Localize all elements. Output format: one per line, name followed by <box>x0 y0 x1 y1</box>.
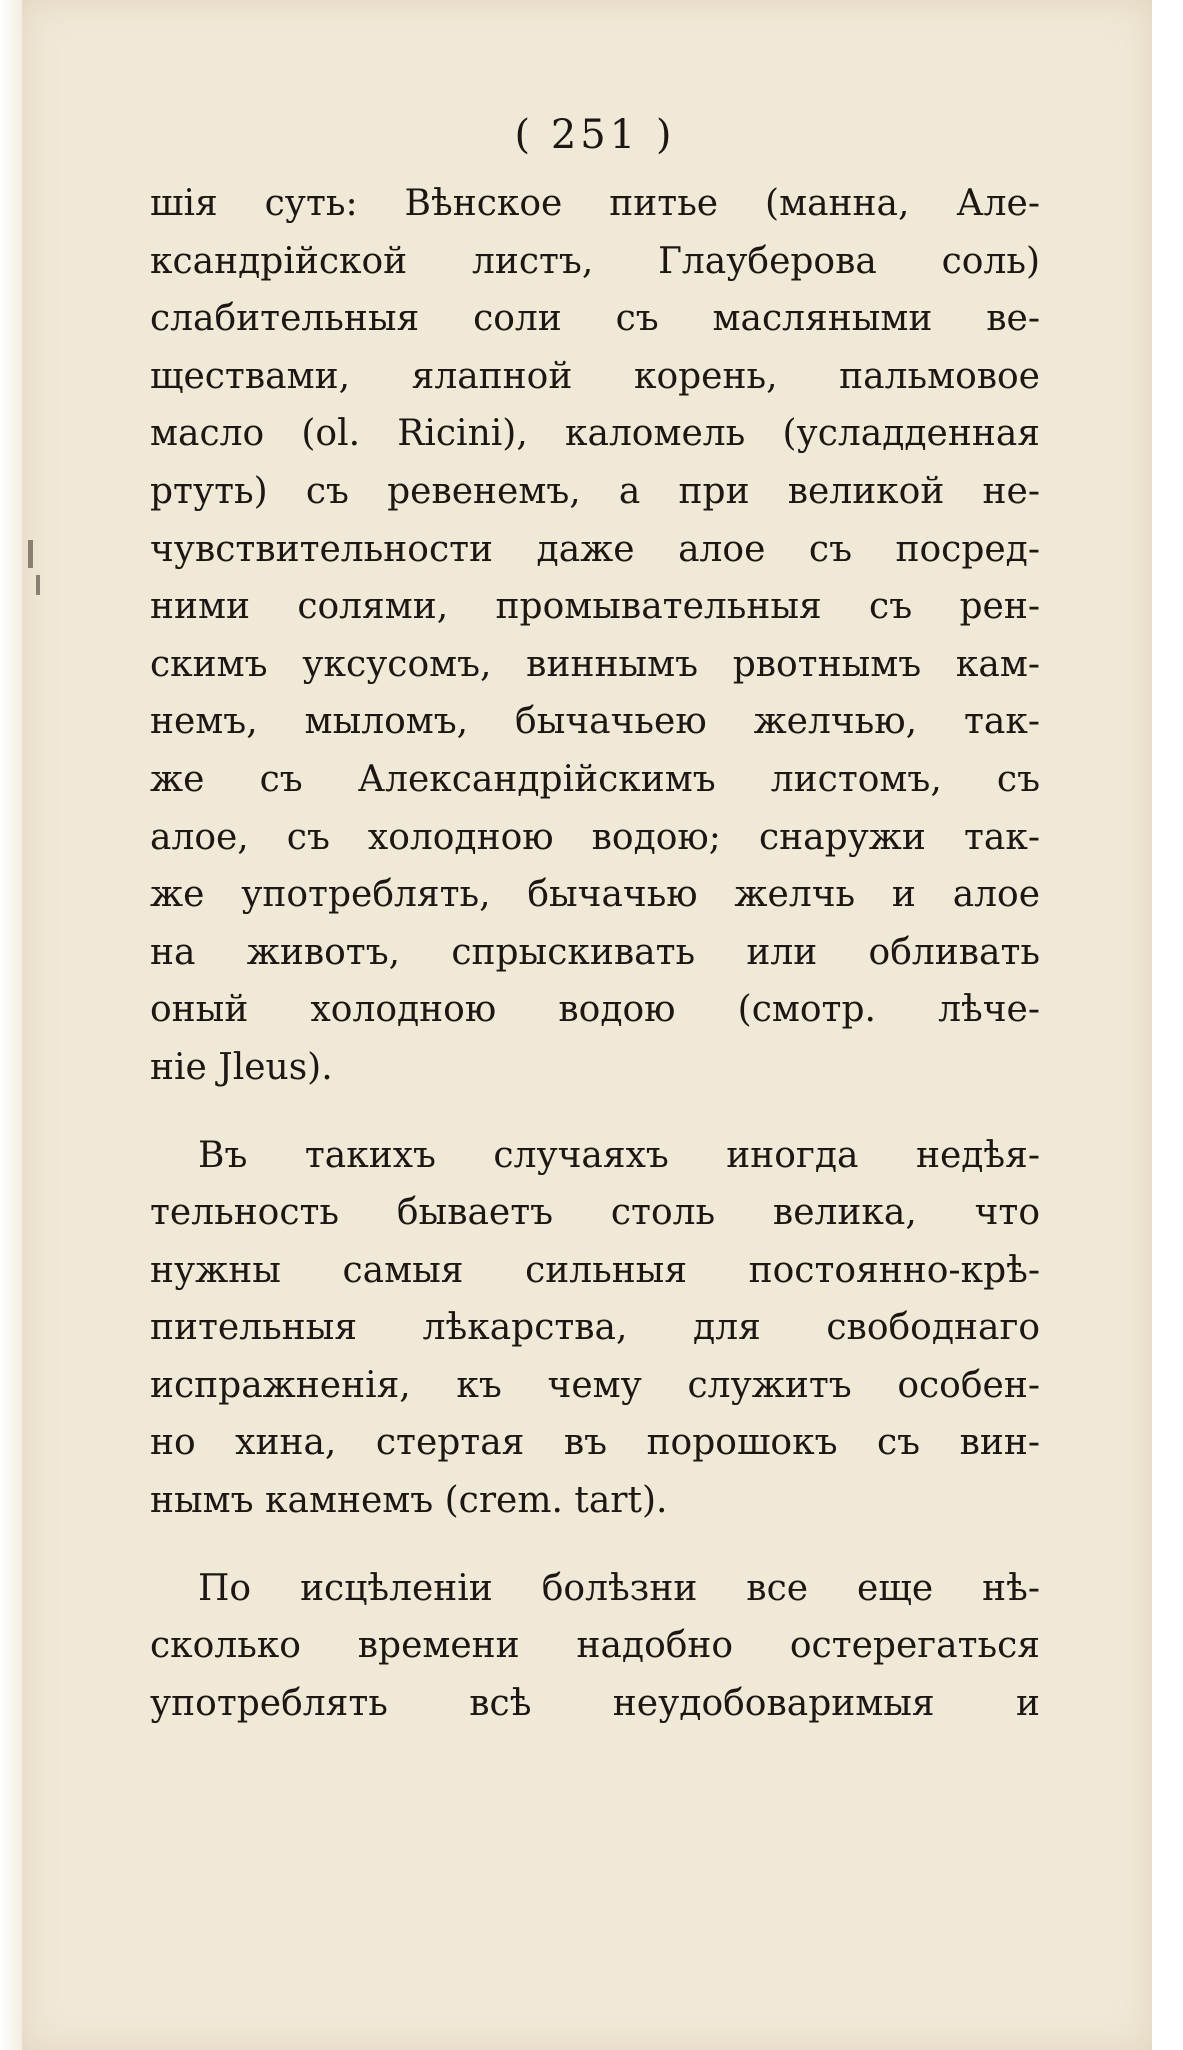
text-line: испражненія, къ чему служитъ особен- <box>150 1364 1040 1406</box>
paragraph-spacer <box>150 1097 1040 1127</box>
text-line: ществами, ялапной корень, пальмовое <box>150 355 1040 397</box>
ink-mark <box>36 575 40 595</box>
ink-mark <box>28 540 33 568</box>
text-line: но хина, стертая въ порошокъ съ вин- <box>150 1422 1040 1464</box>
page-text <box>150 105 1040 1732</box>
text-line: нужны самыя сильныя постоянно-крѣ- <box>150 1249 1040 1291</box>
text-line: пительныя лѣкарства, для свободнаго <box>150 1307 1040 1349</box>
text-line: ксандрійской листъ, Глауберова соль) <box>150 240 1040 282</box>
text-line: оный холодною водою (смотр. лѣче- <box>150 989 1040 1031</box>
text-line: алое, съ холодною водою; снаружи так- <box>150 816 1040 858</box>
text-line: же употреблять, бычачью желчь и алое <box>150 874 1040 916</box>
text-line: нымъ камнемъ (crem. tart). <box>150 1480 668 1522</box>
page-left-margin <box>0 0 22 2050</box>
text-line: слабительныя соли съ масляными ве- <box>150 298 1040 340</box>
paragraph-spacer <box>150 1530 1040 1560</box>
paragraph-3 <box>150 1560 1040 1733</box>
text-line: шія суть: Вѣнское питье (манна, Але- <box>150 183 1040 224</box>
text-line: чувствительности даже алое съ посред- <box>150 528 1040 570</box>
text-line: масло (ol. Ricini), каломель (усладденная <box>150 413 1040 455</box>
text-line: ртуть) съ ревенемъ, а при великой не- <box>150 470 1040 512</box>
text-line: ніе Jleus). <box>150 1046 333 1088</box>
text-line: употреблять всѣ неудобоваримыя и <box>150 1682 1040 1724</box>
text-line: сколько времени надобно остерегаться <box>150 1625 1040 1667</box>
page-number: ( 251 ) <box>514 112 676 158</box>
text-line: скимъ уксусомъ, виннымъ рвотнымъ кам- <box>150 643 1040 685</box>
text-line: Въ такихъ случаяхъ иногда недѣя- <box>198 1134 1040 1176</box>
text-line: ними солями, промывательныя съ рен- <box>150 586 1040 628</box>
text-line: По исцѣленіи болѣзни все еще нѣ- <box>198 1567 1040 1609</box>
text-line: тельность бываетъ столь велика, что <box>150 1192 1040 1234</box>
text-line: же съ Александрійскимъ листомъ, съ <box>150 758 1040 800</box>
text-line: на животъ, спрыскивать или обливать <box>150 931 1040 973</box>
paragraph-1 <box>150 175 1040 1097</box>
text-line: немъ, мыломъ, бычачьею желчью, так- <box>150 701 1040 743</box>
paragraph-2 <box>150 1127 1040 1530</box>
